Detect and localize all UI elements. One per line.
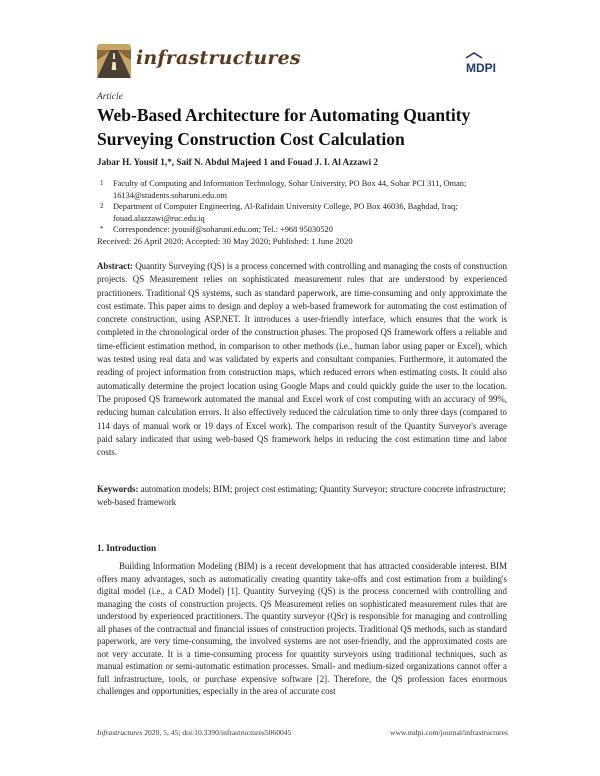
affiliations [97, 178, 507, 236]
affiliation-mark: 1 [100, 179, 104, 187]
section-heading: 1. Introduction [97, 543, 157, 553]
journal-name: infrastructures [136, 47, 301, 69]
correspondence-text: Correspondence: jyousif@soharuni.edu.om; Tel.: +968 95030520 [113, 225, 333, 234]
footer-citation [97, 728, 291, 737]
keywords [97, 483, 507, 510]
paper-title: Web-Based Architecture for Automating Quantity Surveying Construction Cost Calculation [97, 105, 471, 149]
affiliation-text: Faculty of Computing and Information Technology, Sohar University, PO Box 44, Sohar PCI 311, Oman; 16134@students.soharuni.edu.om [113, 179, 467, 200]
correspondence [97, 224, 507, 236]
affiliation-mark: 2 [100, 202, 104, 210]
mdpi-logo-icon [464, 52, 506, 76]
keywords-label: Keywords: [97, 484, 139, 494]
footer-journal: Infrastructures [97, 728, 143, 737]
keywords-text: automation models; BIM; project cost estimating; Quantity Surveyor; structure concrete infrastructure; web-based framework [97, 484, 506, 508]
introduction-paragraph: Building Information Modeling (BIM) is a recent development that has attracted considerable interest. BIM offers many advantages, such as automatically creating quantity take-offs and cost estimation from a building's digital model (i.e., a CAD Model) [1]. Quantity Surveying (QS) is the process concerned with controlling and managing the costs of construction projects. QS Measurement relies on sophisticated measurement rules that are understood by experienced practitioners. The quantity surveyor (QSr) is responsible for managing and controlling all phases of the contractual and financial issues of construction projects. Traditional QS methods, such as standard paperwork, are very time-consuming, the involved systems are not user-friendly, and the approximated costs are not very accurate. It is a time-consuming process for quantity surveyors using traditional techniques, such as manual estimation or semi-automatic estimation processes. Small- and medium-sized organizations cannot offer a full infrastructure, tools, or purchase expensive software [2]. Therefore, the QS profession faces enormous challenges and opportunities, especially in the area of accurate cost [97, 561, 507, 697]
abstract-label: Abstract: [97, 261, 133, 271]
affiliation-mark: * [100, 225, 104, 233]
infrastructures-logo-icon [97, 44, 131, 78]
publication-dates: Received: 26 April 2020; Accepted: 30 May 2020; Published: 1 June 2020 [97, 236, 353, 246]
mdpi-logo-text: MDPI [466, 61, 496, 75]
article-type: Article [97, 92, 123, 102]
abstract [97, 260, 507, 459]
footer-url[interactable]: www.mdpi.com/journal/infrastructures [389, 728, 508, 737]
affiliation-item [97, 201, 507, 224]
affiliation-item [97, 178, 507, 201]
author-list: Jabar H. Yousif 1,*, Saif N. Abdul Majeed 1 and Fouad J. I. Al Azzawi 2 [97, 157, 379, 167]
footer-citation-text: 2020, 5, 45; doi:10.3390/infrastructures5060045 [144, 728, 292, 737]
abstract-text: Quantity Surveying (QS) is a process concerned with controlling and managing the costs of construction projects. QS Measurement relies on sophisticated measurement rules that are understood by experienced practitioners. Traditional QS systems, such as standard paperwork, are time-consuming and only approximate the cost estimate. This paper aims to design and deploy a web-based framework for automating the cost estimation of concrete construction, using ASP.NET. It introduces a user-friendly interface, which ensures that the work is completed in the chronological order of the construction phases. The proposed QS framework offers a reliable and time-efficient estimation method, in comparison to other methods (i.e., human labor using paper or Excel), which was tested using real data and was validated by experts and consultant companies. Furthermore, it automated the reading of project information from construction maps, which reduced errors when estimating costs. It could also automatically determine the project location using Google Maps and could quickly guide the user to the location. The proposed QS framework automated the manual and Excel work of cost computing with an accuracy of 99%, reducing human calculation errors. It also effectively reduced the calculation time to only three days (compared to 114 days of manual work or 19 days of Excel work). The comparison result of the Quantity Surveyor's average paid salary indicated that using web-based QS framework helps in reducing the cost estimation time and labor costs. [97, 261, 507, 458]
affiliation-text: Department of Computer Engineering, Al-Rafidain University College, PO Box 46036, Baghdad, Iraq; fouad.alazzawi@ruc.edu.iq [113, 202, 458, 223]
